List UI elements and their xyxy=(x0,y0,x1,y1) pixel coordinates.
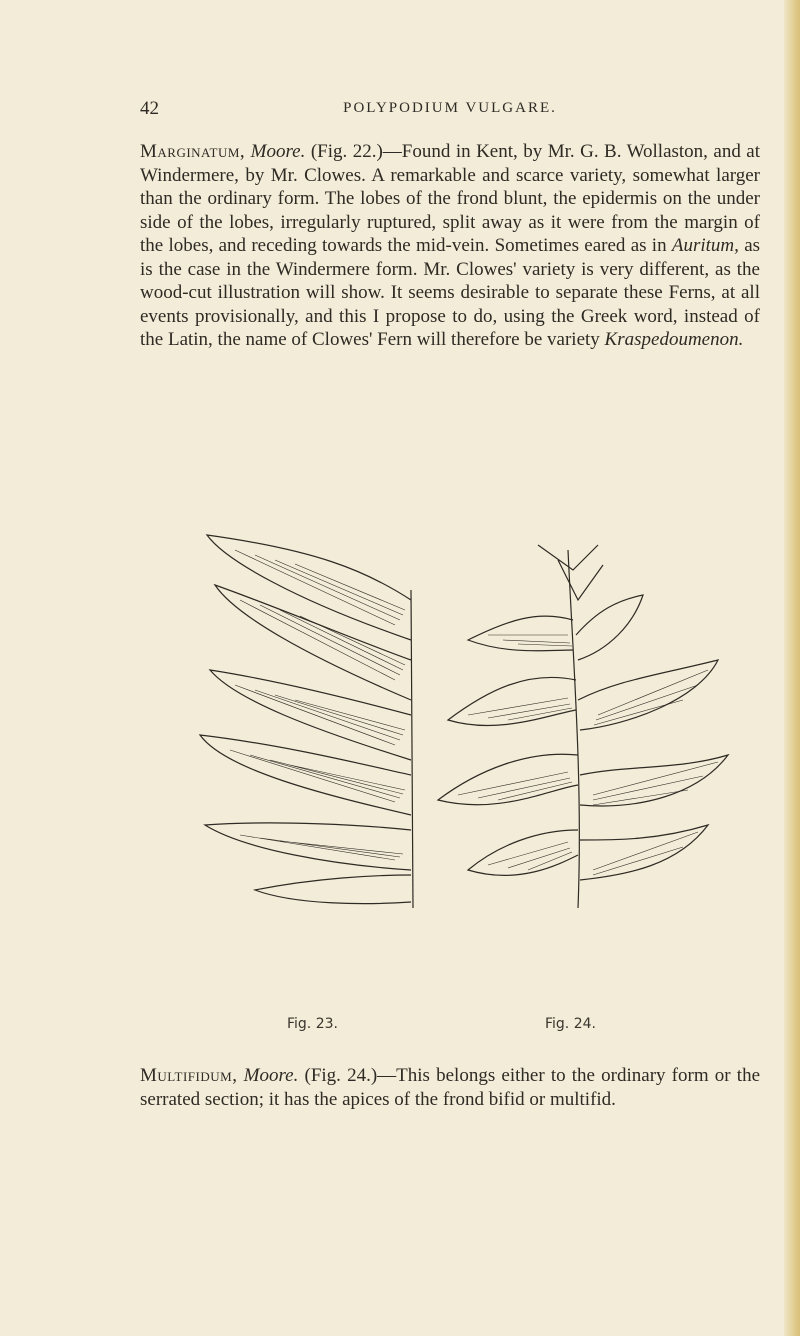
variety-name-multifidum: Multifidum, xyxy=(140,1065,238,1086)
page-edge xyxy=(784,0,800,1336)
author-moore: Moore. xyxy=(250,141,306,162)
fig24-lobe xyxy=(468,830,578,875)
fig24-lobe xyxy=(578,660,718,730)
fig23-rachis xyxy=(411,590,413,908)
italic-auritum: Auritum, xyxy=(671,235,739,256)
paragraph-text-multifidum: (Fig. 24.)—This belongs either to the ordinary form or the serrated section; it has the apices of the frond bifid or multifid. xyxy=(140,1065,760,1110)
fig24-rachis xyxy=(568,550,579,908)
running-head: POLYPODIUM VULGARE. xyxy=(343,100,557,116)
author-moore-2: Moore. xyxy=(243,1065,299,1086)
paragraph-text-a: (Fig. 22.)—Found in Kent, by Mr. G. B. Wollaston, and at Windermere, by Mr. Clowes. A remarkable and scarce variety, somewhat larger than the ordinary form. The lobes of the frond blunt, the epidermis on the under side of the lobes, irregularly ruptured, split away as it were from the margin of the lobes, and receding towards the mid-vein. Sometimes eared as in xyxy=(140,141,761,256)
variety-name-kraspedoumenon: Kraspedoumenon. xyxy=(604,329,744,350)
page-header xyxy=(140,98,760,122)
fig23-lobe xyxy=(255,875,411,904)
fig-24-frond-illustration xyxy=(428,540,748,910)
paragraph-marginatum xyxy=(140,140,760,352)
fig24-lobe xyxy=(448,677,576,725)
fig-23-frond-illustration xyxy=(195,530,415,910)
fig23-lobe xyxy=(205,823,411,870)
fig24-lobe xyxy=(580,825,708,880)
fig23-lobe xyxy=(200,735,411,815)
variety-name-marginatum: Marginatum, xyxy=(140,141,246,162)
paragraph-text-b: as is the case in the Windermere form. Mr. Clowes' variety is very different, as the wood-cut illustration will show. It seems desirable to separate these Ferns, at all events provisionally, and this I propose to do, using the Greek word, instead of the Latin, the name of Clowes' Fern will therefore be variety xyxy=(140,235,761,350)
fig23-lobe xyxy=(210,670,411,760)
figure-caption-23: Fig. 23. xyxy=(287,1016,338,1032)
fig24-lobe xyxy=(438,754,578,804)
paragraph-multifidum xyxy=(140,1064,760,1111)
page-number: 42 xyxy=(140,98,159,119)
fig24-lobe xyxy=(576,595,643,660)
figure-caption-24: Fig. 24. xyxy=(545,1016,596,1032)
